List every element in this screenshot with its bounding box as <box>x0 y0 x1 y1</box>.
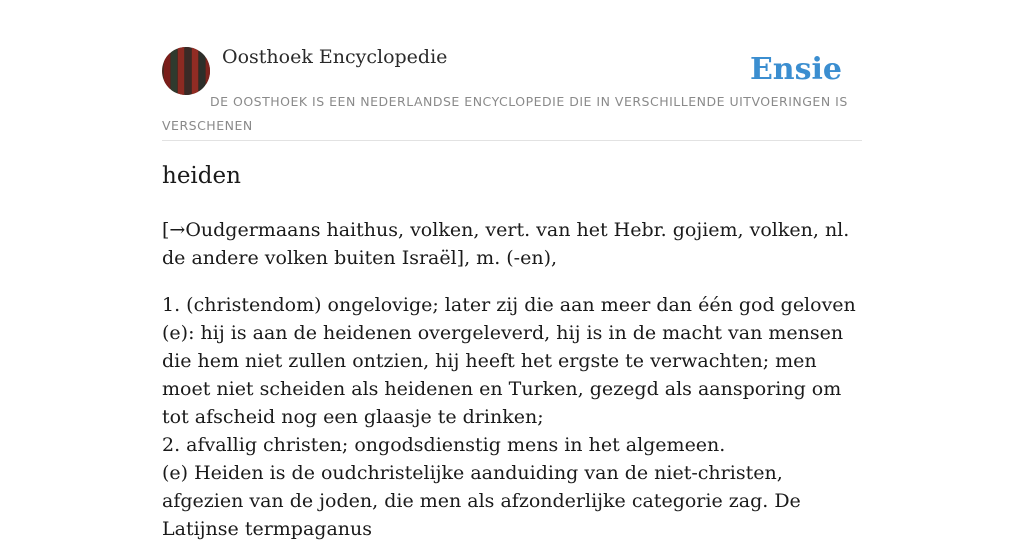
entry-etymology: [→Oudgermaans haithus, volken, vert. van het Hebr. gojiem, volken, nl. de andere volken buiten Israël], m. (-en), <box>162 219 850 269</box>
entry-definitions <box>162 291 862 459</box>
definition-1: 1. (christendom) ongelovige; later zij die aan meer dan één god geloven (e): hij is aan de heidenen overgeleverd, hij is in de macht van mensen die hem niet zullen ontzien, hij heeft het ergste te verwachten; men moet niet scheiden als heidenen en Turken, gezegd als aansporing om tot afscheid nog een glaasje te drinken; <box>162 294 856 428</box>
definition-2: 2. afvallig christen; ongodsdienstig mens in het algemeen. <box>162 434 726 456</box>
entry-note: (e) Heiden is de oudchristelijke aanduiding van de niet-christen, afgezien van de joden, die men als afzonderlijke categorie zag. De Latijnse termpaganus <box>162 462 801 540</box>
site-header <box>162 0 862 141</box>
site-tagline: DE OOSTHOEK IS EEN NEDERLANDSE ENCYCLOPEDIE DIE IN VERSCHILLENDE UITVOERINGEN IS VERSCHENEN <box>162 94 848 133</box>
brand-logo-link[interactable]: Ensie <box>749 52 842 87</box>
page-container <box>162 0 862 540</box>
site-title[interactable]: Oosthoek Encyclopedie <box>222 46 448 68</box>
entry-headword: heiden <box>162 163 241 189</box>
encyclopedia-books-icon[interactable] <box>162 47 210 95</box>
